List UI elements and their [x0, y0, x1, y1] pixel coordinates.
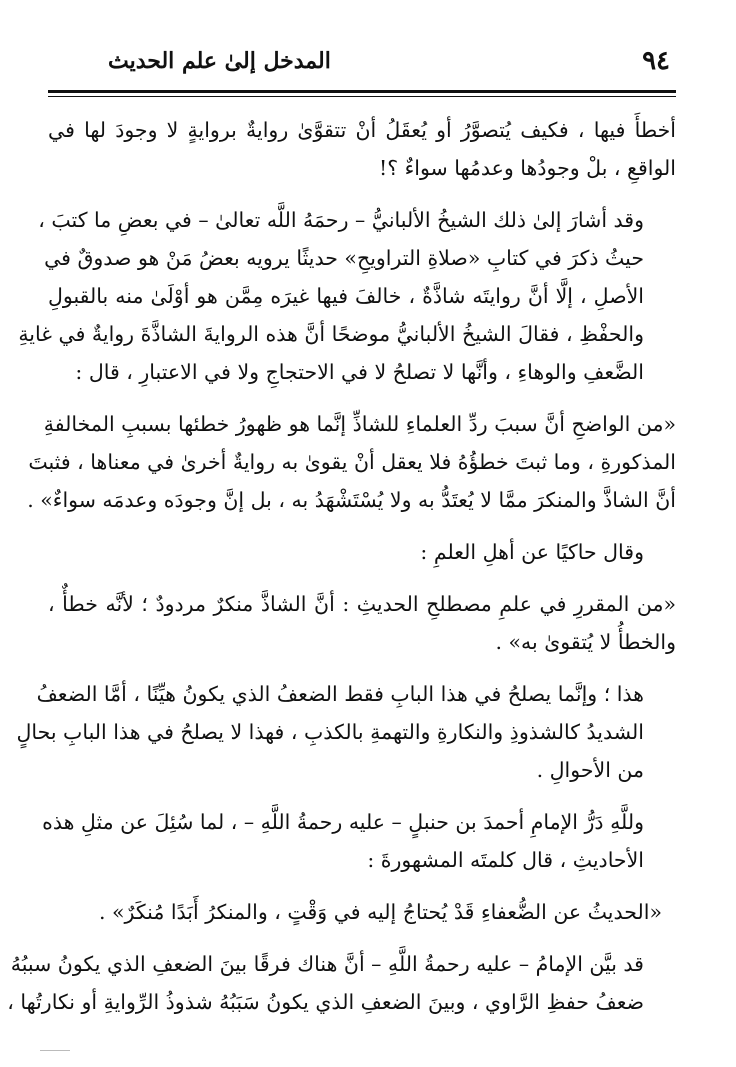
text-line: «من المقررِ في علمِ مصطلحِ الحديثِ : أنَّ الشاذَّ منكرٌ مردودٌ ؛ لأنَّه خطأٌ ،	[48, 592, 676, 616]
page-number: ٩٤	[642, 46, 670, 76]
body-text	[7, 111, 676, 1021]
text-line: والخطأُ لا يُتقوىٰ به» .	[495, 630, 676, 654]
text-line: المذكورةِ ، وما ثبتَ خطؤُهُ فلا يعقل أنْ يقوىٰ به روايةٌ أخرىٰ في معناها ، فثبتَ	[28, 450, 676, 474]
text-line: الضَّعفِ والوهاءِ ، وأنَّها لا تصلحُ لا في الاحتجاجِ ولا في الاعتبارِ ، قال :	[75, 360, 644, 384]
text-line: وقد أشارَ إلىٰ ذلك الشيخُ الألبانيُّ – رحمَهُ اللَّه تعالىٰ – في بعضِ ما كتبَ ،	[38, 208, 644, 232]
text-line: هذا ؛ وإنَّما يصلحُ في هذا البابِ فقط الضعفُ الذي يكونُ هيِّنًا ، أمَّا الضعفُ	[36, 682, 644, 706]
text-line: الواقعِ ، بلْ وجودُها وعدمُها سواءٌ ؟!	[378, 156, 676, 180]
text-line: الشديدُ كالشذوذِ والنكارةِ والتهمةِ بالكذبِ ، فهذا لا يصلحُ في هذا البابِ بحالٍ	[16, 720, 644, 744]
text-line: حيثُ ذكرَ في كتابِ «صلاةِ التراويحِ» حديثًا يرويه بعضُ مَنْ هو صدوقٌ في	[44, 246, 644, 270]
text-line: «الحديثُ عن الضُّعفاءِ قَدْ يُحتاجُ إليه في وَقْتٍ ، والمنكرُ أَبَدًا مُنكَرٌ» .	[98, 900, 662, 924]
text-line: من الأحوالِ .	[536, 758, 644, 782]
text-line: أخطأَ فيها ، فكيف يُتصوَّرُ أو يُعقَلُ أنْ تتقوَّىٰ روايةٌ بروايةٍ لا وجودَ لها في	[48, 118, 676, 142]
text-line: «من الواضحِ أنَّ سببَ ردِّ العلماءِ للشاذِّ إنَّما هو ظهورُ خطئها بسببِ المخالفةِ	[43, 412, 676, 436]
footer-mark	[40, 1050, 70, 1051]
text-line: وقال حاكيًا عن أهلِ العلمِ :	[420, 540, 644, 564]
text-line: الأحاديثِ ، قال كلمتَه المشهورةَ :	[367, 848, 644, 872]
text-line: وللَّهِ دَرُّ الإمامِ أحمدَ بن حنبلٍ – عليه رحمةُ اللَّهِ – ، لما سُئِلَ عن مثلِ هذه	[42, 810, 644, 834]
paragraph	[16, 675, 676, 789]
paragraph	[48, 533, 676, 571]
page-header	[48, 40, 676, 86]
paragraph	[7, 945, 676, 1021]
paragraph	[48, 111, 676, 187]
text-line: والحفْظِ ، فقالَ الشيخُ الألبانيُّ موضحًا أنَّ هذه الروايةَ الشاذَّةَ روايةٌ في غايةِ	[18, 322, 644, 346]
paragraph	[48, 585, 676, 661]
paragraph	[48, 893, 676, 931]
header-rule-thick	[48, 90, 676, 93]
paragraph	[18, 201, 676, 391]
text-line: الأصلِ ، إلَّا أنَّ روايتَه شاذَّةٌ ، خالفَ فيها غيرَه مِمَّن هو أوْلَىٰ منه بالقبولِ	[48, 284, 644, 308]
text-line: أنَّ الشاذَّ والمنكرَ ممَّا لا يُعتَدُّ به ولا يُسْتَشْهَدُ به ، بل إنَّ وجودَه وعدمَه سواءٌ» .	[27, 488, 676, 512]
running-title: المدخل إلىٰ علم الحديث	[108, 48, 331, 74]
text-line: ضعفُ حفظِ الرَّاوي ، وبينَ الضعفِ الذي يكونُ سَبَبُهُ شذوذُ الرِّوايةِ أو نكارتُها ،	[7, 990, 644, 1014]
paragraph	[42, 803, 676, 879]
paragraph	[27, 405, 676, 519]
text-line: قد بيَّن الإمامُ – عليه رحمةُ اللَّهِ – أنَّ هناك فرقًا بينَ الضعفِ الذي يكونُ سببُهُ	[10, 952, 644, 976]
document-page	[7, 40, 676, 1040]
header-rule-thin	[48, 96, 676, 97]
